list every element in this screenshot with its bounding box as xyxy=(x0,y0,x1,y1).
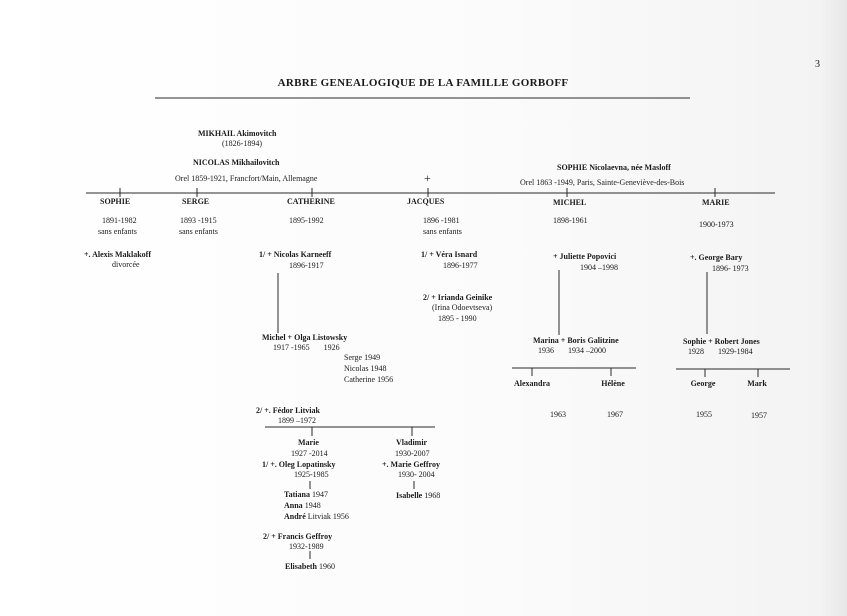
jacques-spouse1-years: 1896-1977 xyxy=(443,261,478,270)
jacques-spouse2-alias: (Irina Odoevtseva) xyxy=(432,303,493,312)
geffroy-child-rest: 1960 xyxy=(317,562,336,571)
jones-child-1-name: George xyxy=(690,379,716,388)
karneeff-child-1: Serge 1949 xyxy=(344,353,381,362)
lopatinsky-child-1-rest: 1947 xyxy=(309,490,328,499)
mikhail-name: MIKHAIL Akimovitch xyxy=(198,129,277,138)
jones-child-2-year: 1957 xyxy=(751,411,767,420)
lopatinsky-child-1 xyxy=(284,490,328,500)
marie-spouse1-years: 1925-1985 xyxy=(294,470,329,479)
lopatinsky-child-2-rest: 1948 xyxy=(302,501,321,510)
page-title: ARBRE GENEALOGIQUE DE LA FAMILLE GORBOFF xyxy=(277,77,569,89)
jones-couple: Sophie + Robert Jones xyxy=(683,337,760,346)
karneeff-couple: Michel + Olga Listowsky xyxy=(262,333,348,342)
catherine-spouse2: 2/ +. Fédor Litviak xyxy=(256,406,320,415)
child-serge-name: SERGE xyxy=(182,197,210,206)
child-catherine-years: 1895-1992 xyxy=(289,216,324,225)
marie-spouse-years: 1896- 1973 xyxy=(712,264,749,273)
jones-child-2-name: Mark xyxy=(747,379,767,388)
child-serge-note: sans enfants xyxy=(179,227,218,236)
nicolas-details: Orel 1859-1921, Francfort/Main, Allemagne xyxy=(175,174,318,183)
catherine-spouse1-years: 1896-1917 xyxy=(289,261,324,270)
lopatinsky-child-1-name: Tatiana xyxy=(284,490,310,499)
jones-years: 1928 1929-1984 xyxy=(688,347,753,356)
vladimir-child xyxy=(396,491,440,501)
litviak-marie-name: Marie xyxy=(298,438,319,447)
geffroy-child xyxy=(285,562,335,572)
karneeff-child-3: Catherine 1956 xyxy=(344,375,394,384)
catherine-spouse1: 1/ + Nicolas Karneeff xyxy=(259,250,332,259)
vladimir-years: 1930-2007 xyxy=(395,449,430,458)
vladimir-child-rest: 1968 xyxy=(422,491,441,500)
child-jacques-years: 1896 -1981 xyxy=(423,216,460,225)
lopatinsky-child-3-name: André xyxy=(284,512,306,521)
child-catherine-name: CATHERINE xyxy=(287,197,335,206)
child-michel-years: 1898-1961 xyxy=(553,216,588,225)
jones-child-1-year: 1955 xyxy=(696,410,712,419)
vladimir-spouse: +. Marie Geffroy xyxy=(382,460,440,469)
vladimir-name: Vladimir xyxy=(396,438,428,447)
galitzine-child-2-year: 1967 xyxy=(607,410,623,419)
geffroy-child-name: Elisabeth xyxy=(285,562,318,571)
child-sophie-name: SOPHIE xyxy=(100,197,131,206)
child-jacques-name: JACQUES xyxy=(407,197,445,206)
galitzine-child-1-name: Alexandra xyxy=(514,379,550,388)
karneeff-years: 1917 -1965 1926 xyxy=(273,343,340,352)
child-sophie-years: 1891-1982 xyxy=(102,216,137,225)
vladimir-child-name: Isabelle xyxy=(396,491,423,500)
child-marie-name: MARIE xyxy=(702,198,730,207)
union-plus: + xyxy=(424,171,431,185)
galitzine-years: 1936 1934 –2000 xyxy=(538,346,606,355)
catherine-spouse2-years: 1899 –1972 xyxy=(278,416,316,425)
jacques-spouse2-years: 1895 - 1990 xyxy=(438,314,477,323)
sophie-masloff-details: Orel 1863 -1949, Paris, Sainte-Geneviève-des-Bois xyxy=(520,178,685,187)
sophie-spouse-note: divorcée xyxy=(112,260,140,269)
child-michel-name: MICHEL xyxy=(553,198,587,207)
litviak-marie-years: 1927 -2014 xyxy=(291,449,328,458)
page-number: 3 xyxy=(815,59,820,70)
michel-spouse: + Juliette Popovici xyxy=(553,252,617,261)
lopatinsky-child-3 xyxy=(284,512,349,522)
galitzine-couple: Marina + Boris Galitzine xyxy=(533,336,619,345)
mikhail-years: (1826-1894) xyxy=(222,139,262,148)
marie-spouse2-years: 1932-1989 xyxy=(289,542,324,551)
karneeff-child-2: Nicolas 1948 xyxy=(344,364,387,373)
lopatinsky-child-2 xyxy=(284,501,321,511)
child-jacques-note: sans enfants xyxy=(423,227,462,236)
nicolas-name: NICOLAS Mikhailovitch xyxy=(193,158,280,167)
marie-spouse2: 2/ + Francis Geffroy xyxy=(263,532,333,541)
sophie-spouse: +. Alexis Maklakoff xyxy=(84,250,152,259)
marie-spouse: +. George Bary xyxy=(690,253,743,262)
child-sophie-note: sans enfants xyxy=(98,227,137,236)
vladimir-spouse-years: 1930- 2004 xyxy=(398,470,435,479)
lopatinsky-child-2-name: Anna xyxy=(284,501,303,510)
galitzine-child-1-year: 1963 xyxy=(550,410,566,419)
child-serge-years: 1893 -1915 xyxy=(180,216,217,225)
child-marie-years: 1900-1973 xyxy=(699,220,734,229)
jacques-spouse1: 1/ + Véra Isnard xyxy=(421,250,478,259)
sophie-masloff-name: SOPHIE Nicolaevna, née Masloff xyxy=(557,163,671,172)
lopatinsky-child-3-rest: Litviak 1956 xyxy=(305,512,349,521)
galitzine-child-2-name: Hélène xyxy=(601,379,625,388)
michel-spouse-years: 1904 –1998 xyxy=(580,263,618,272)
marie-spouse1: 1/ +. Oleg Lopatinsky xyxy=(262,460,336,469)
jacques-spouse2: 2/ + Irianda Geinike xyxy=(423,293,493,302)
